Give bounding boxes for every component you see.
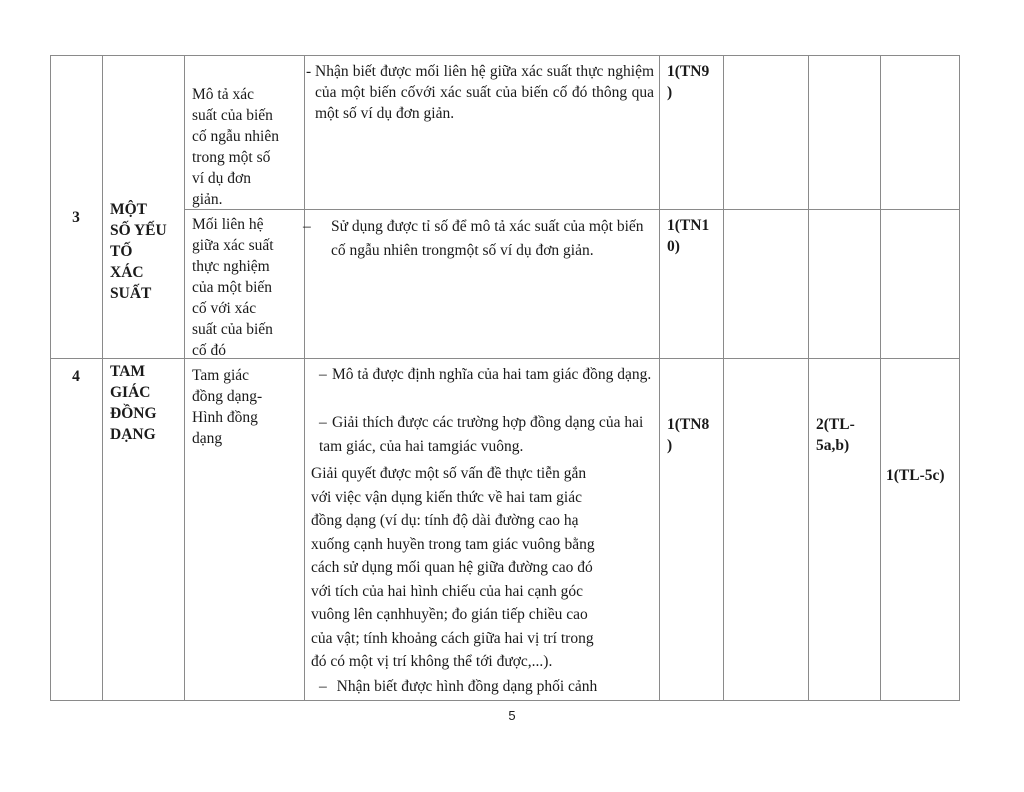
row-3b-content-line: cố đó: [192, 342, 227, 359]
row-4-chapter-line: DẠNG: [110, 426, 156, 443]
row-4-nb-level: [667, 414, 723, 456]
col-line-6: [808, 55, 809, 701]
row-3b-content-line: của một biến: [192, 279, 273, 296]
row-4-content-line: Hình đồng: [192, 409, 258, 426]
row-4-chapter-line: ĐỒNG: [110, 405, 157, 422]
vd-line: 2(TL-: [816, 416, 855, 433]
col-line-4: [659, 55, 660, 701]
row-3-chapter: [110, 199, 182, 304]
dash-marker: –: [319, 678, 327, 695]
table-border-top: [50, 55, 960, 56]
dash-marker: –: [319, 366, 327, 383]
row-3a-content-line: cố ngẫu nhiên: [192, 128, 279, 145]
row-3-stt: 3: [72, 209, 80, 226]
requirement-line: đó có một vị trí không thể tới được,...).: [311, 653, 553, 670]
col-line-1: [102, 55, 103, 701]
row-3b-content-line: Mối liên hệ: [192, 216, 264, 233]
row-3a-content-line: suất của biến: [192, 107, 273, 124]
row-3-chapter-line: TỐ: [110, 243, 133, 260]
requirement-item: [306, 61, 654, 124]
requirement-line: đồng dạng (ví dụ: tính độ dài đường cao hạ: [311, 512, 579, 529]
requirement-item: [319, 411, 655, 459]
row-3a-content-line: Mô tả xác: [192, 86, 254, 103]
requirement-line: vuông lên cạnhhuyền; đo gián tiếp chiều cao: [311, 606, 588, 623]
row-4-requirement-1: [319, 364, 653, 385]
row-3a-content-line: trong một số: [192, 149, 271, 166]
row-3a-requirement: [306, 61, 654, 124]
row-4-content-line: đồng dạng-: [192, 388, 263, 405]
row-3-chapter-line: SUẤT: [110, 285, 152, 302]
row-3a-nb-level: [667, 61, 723, 103]
row-3b-requirement: [303, 215, 645, 263]
row-4-requirement-3: [311, 462, 656, 674]
requirement-text: Mô tả được định nghĩa của hai tam giác đồng dạng.: [332, 366, 652, 383]
row-3b-content-line: thực nghiệm: [192, 258, 270, 275]
row-4-chapter-line: GIÁC: [110, 384, 151, 401]
row-3a-content-line: ví dụ đơn: [192, 170, 252, 187]
requirement-line: Giải quyết được một số vấn đề thực tiễn gắn: [311, 465, 587, 482]
nb-line: 0): [667, 238, 680, 255]
row-3-chapter-line: XÁC: [110, 264, 144, 281]
row-3b-content-line: cố với xác: [192, 300, 257, 317]
requirement-text: Sử dụng được tỉ số để mô tả xác suất của một biến cố ngẫu nhiên trongmột số ví dụ đơn giản.: [331, 218, 644, 259]
col-line-3: [304, 55, 305, 701]
row-4-content: [192, 365, 302, 449]
col-line-7: [880, 55, 881, 701]
nb-line: 1(TN8: [667, 416, 710, 433]
row-4-stt: 4: [72, 368, 80, 385]
requirement-text: Nhận biết được mối liên hệ giữa xác suất thực nghiệm của một biến cốvới xác suất của biến cố đó thông qua một số ví dụ đơn giản.: [315, 63, 654, 122]
page-number: 5: [508, 708, 516, 723]
col-line-5: [723, 55, 724, 701]
requirement-text: Giải thích được các trường hợp đồng dạng của hai tam giác, của hai tamgiác vuông.: [319, 414, 644, 455]
row-4-requirement-4: [319, 676, 655, 697]
nb-line: 1(TN1: [667, 217, 710, 234]
row-3b-nb-level: [667, 215, 723, 257]
vd-line: 5a,b): [816, 437, 850, 454]
row-3b-content: [192, 214, 302, 361]
requirement-line: với việc vận dụng kiến thức về hai tam giác: [311, 488, 582, 506]
row-4-chapter-line: TAM: [110, 363, 146, 380]
requirement-line: của vật; tính khoảng cách giữa hai vị trí trong: [311, 629, 594, 647]
requirement-text: Nhận biết được hình đồng dạng phối cảnh: [336, 678, 598, 695]
dash-marker: –: [303, 218, 311, 235]
requirement-item: [303, 215, 645, 263]
row-divider: [50, 358, 960, 359]
requirement-line: cách sử dụng mối quan hệ giữa đường cao đó: [311, 559, 593, 576]
row-3-chapter-line: SỐ YẾU: [110, 222, 167, 239]
requirement-item: [319, 364, 653, 385]
row-3b-content-line: giữa xác suất: [192, 237, 274, 254]
assessment-table: [50, 55, 960, 701]
row-4-chapter: [110, 361, 182, 445]
dash-marker: -: [306, 63, 312, 80]
row-4-vd-level: [816, 414, 880, 456]
nb-line: ): [667, 84, 673, 101]
col-line-2: [184, 55, 185, 701]
nb-line: ): [667, 437, 673, 454]
table-border-bottom: [50, 700, 960, 701]
dash-marker: –: [319, 414, 327, 431]
row-4-content-line: dạng: [192, 430, 223, 447]
row-4-vdc-level: 1(TL-5c): [886, 467, 945, 484]
nb-line: 1(TN9: [667, 63, 710, 80]
row-4-content-line: Tam giác: [192, 367, 250, 384]
requirement-line: với tích của hai hình chiếu của hai cạnh góc: [311, 582, 584, 600]
row-3-chapter-line: MỘT: [110, 201, 148, 218]
row-3a-content: [192, 84, 302, 210]
row-4-requirement-2: [319, 411, 655, 459]
row-3b-content-line: suất của biến: [192, 321, 273, 338]
col-line-8: [959, 55, 960, 701]
row-3a-content-line: giản.: [192, 191, 223, 208]
requirement-line: xuống cạnh huyền trong tam giác vuông bằng: [311, 535, 595, 553]
